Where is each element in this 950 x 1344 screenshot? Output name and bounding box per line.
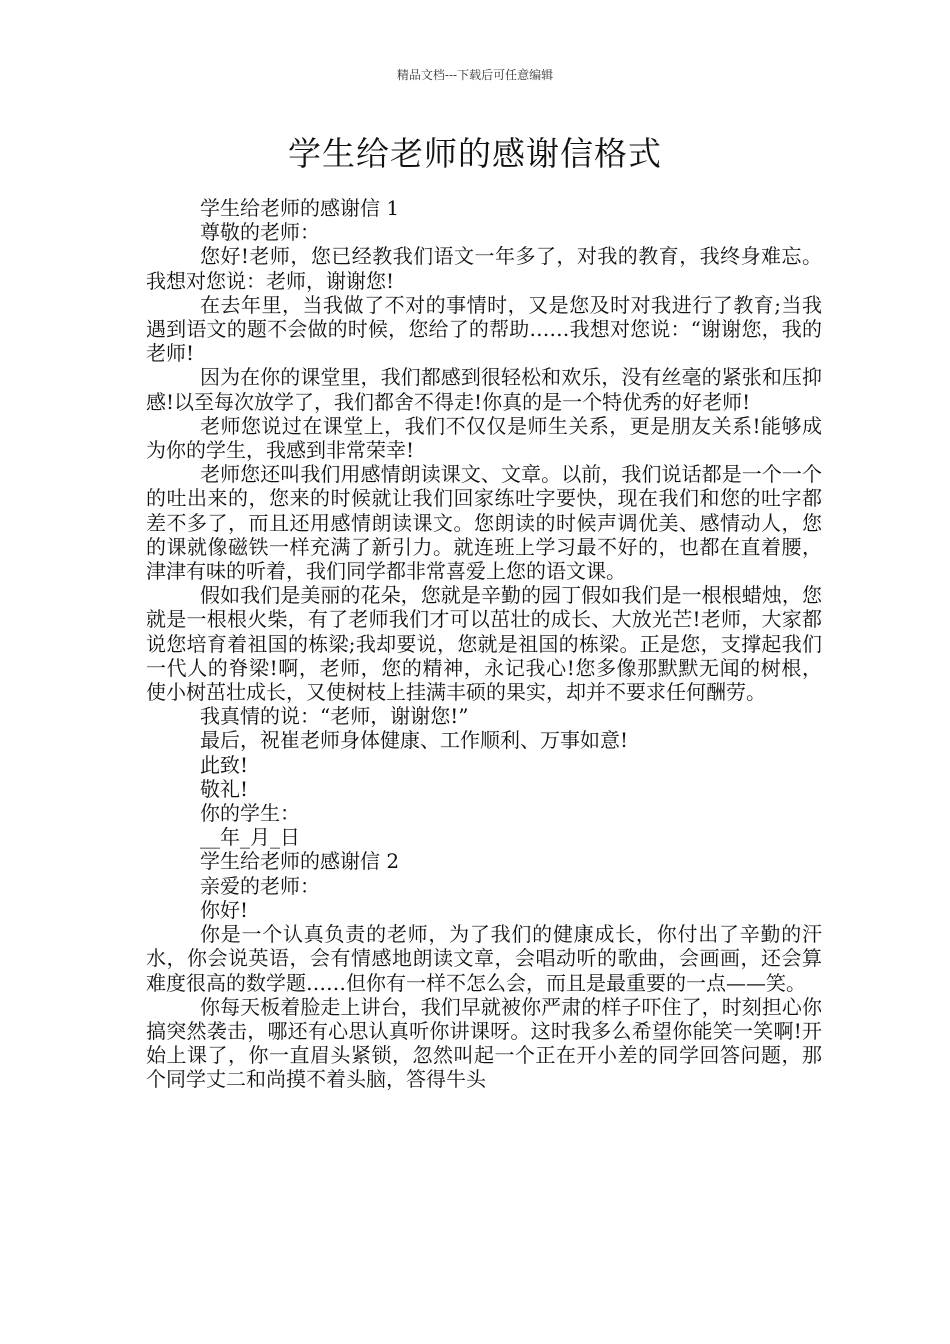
paragraph: 最后，祝崔老师身体健康、工作顺利、万事如意!: [200, 728, 629, 753]
paragraph: 你每天板着脸走上讲台，我们早就被你严肃的样子吓住了，时刻担心你搞突然袭击，哪还有心思认真听你讲课呀。这时我多么希望你能笑一笑啊!开始上课了，你一直眉头紧锁，忽然叫起一个正在开小差的同学回答问题，那个同学丈二和尚摸不着头脑，答得牛头: [146, 994, 822, 1092]
paragraph: 此致!: [200, 752, 249, 777]
paragraph: 我真情的说：“老师，谢谢您!”: [200, 704, 469, 729]
paragraph: 你的学生：: [200, 801, 300, 826]
document-title: 学生给老师的感谢信格式: [288, 134, 662, 173]
paragraph: 敬礼!: [200, 776, 249, 801]
document-body: [146, 196, 822, 1092]
paragraph: 学生给老师的感谢信 2: [200, 849, 400, 874]
paragraph: 亲爱的老师：: [200, 873, 320, 898]
paragraph: 学生给老师的感谢信 1: [200, 196, 400, 220]
paragraph: 你好!: [200, 897, 249, 922]
paragraph: 假如我们是美丽的花朵，您就是辛勤的园丁假如我们是一根根蜡烛，您就是一根根火柴，有了老师我们才可以茁壮的成长、大放光芒!老师，大家都说您培育着祖国的栋梁;我却要说，您就是祖国的栋梁。正是您，支撑起我们一代人的脊梁!啊，老师，您的精神，永记我心!您多像那默默无闻的树根，使小树茁壮成长，又使树枝上挂满丰硕的果实，却并不要求任何酬劳。: [146, 583, 822, 705]
paragraph: 尊敬的老师：: [200, 220, 320, 245]
paragraph: 在去年里，当我做了不对的事情时，又是您及时对我进行了教育;当我遇到语文的题不会做的时候，您给了的帮助……我想对您说：“谢谢您，我的老师!: [146, 292, 822, 366]
paragraph: __年_月_日: [200, 825, 300, 850]
paragraph: 你是一个认真负责的老师，为了我们的健康成长，你付出了辛勤的汗水，你会说英语，会有情感地朗读文章，会唱动听的歌曲，会画画，还会算难度很高的数学题……但你有一样不怎么会，而且是最重要的一点——笑。: [146, 922, 822, 995]
paragraph: 老师您说过在课堂上，我们不仅仅是师生关系，更是朋友关系!能够成为你的学生，我感到非常荣幸!: [146, 413, 822, 463]
paragraph: 您好!老师，您已经教我们语文一年多了，对我的教育，我终身难忘。我想对您说：老师，谢谢您!: [146, 244, 822, 293]
paragraph: 老师您还叫我们用感情朗读课文、文章。以前，我们说话都是一个一个的吐出来的，您来的时候就让我们回家练吐字要快，现在我们和您的吐字都差不多了，而且还用感情朗读课文。您朗读的时候声调优美、感情动人，您的课就像磁铁一样充满了新引力。就连班上学习最不好的，也都在直着腰，津津有味的听着，我们同学都非常喜爱上您的语文课。: [146, 462, 822, 584]
paragraph: 因为在你的课堂里，我们都感到很轻松和欢乐，没有丝毫的紧张和压抑感!以至每次放学了，我们都舍不得走!你真的是一个特优秀的好老师!: [146, 365, 822, 414]
page-header: 精品文档---下载后可任意编辑: [396, 68, 554, 82]
